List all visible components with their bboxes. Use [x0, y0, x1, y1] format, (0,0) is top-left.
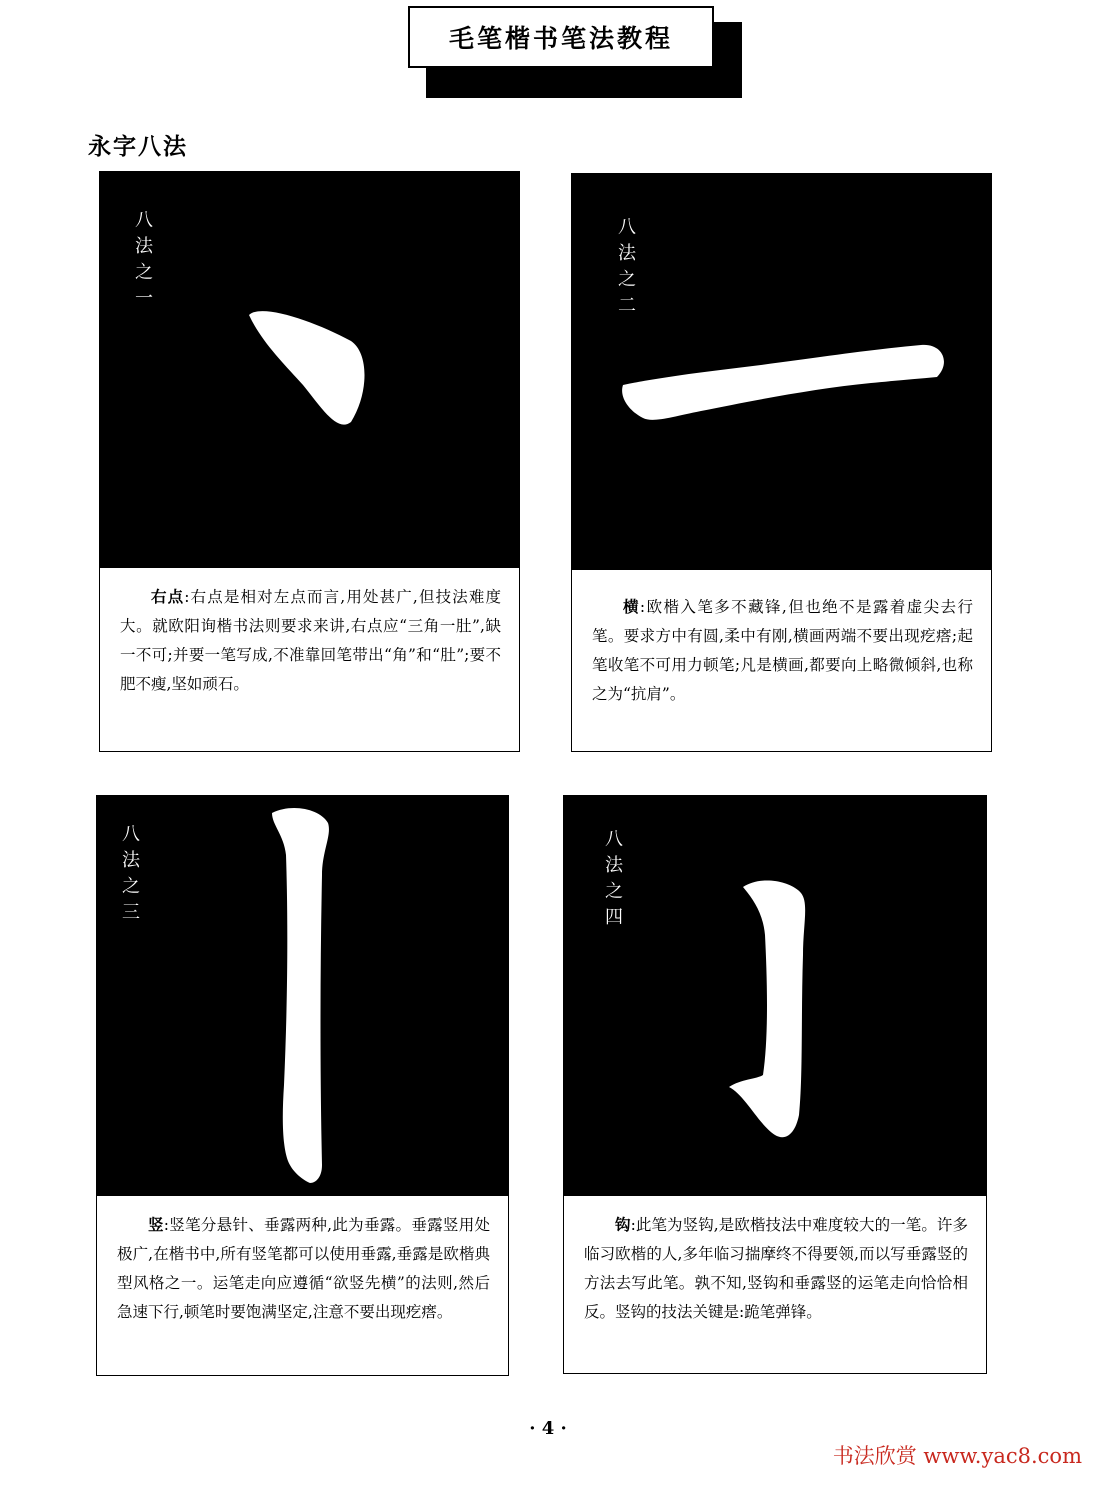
card-text: :此笔为竖钩,是欧楷技法中难度较大的一笔。许多临习欧楷的人,多年临习揣摩终不得要领,而以写垂露竖的方法去写此笔。孰不知,竖钩和垂露竖的运笔走向恰恰相反。竖钩的技法关键是:跪笔弹锋。 — [584, 1216, 968, 1321]
card-description — [571, 569, 992, 752]
header-title-block — [408, 6, 742, 98]
vertical-stroke-glyph — [96, 795, 509, 1195]
card-description — [96, 1195, 509, 1376]
card-term: 钩 — [615, 1215, 631, 1234]
card-term: 竖 — [148, 1215, 164, 1234]
hook-stroke-glyph — [563, 795, 987, 1195]
card-text: :欧楷入笔多不藏锋,但也绝不是露着虚尖去行笔。要求方中有圆,柔中有刚,横画两端不要出现疙瘩;起笔收笔不可用力顿笔;凡是横画,都要向上略微倾斜,也称之为“抗肩”。 — [592, 598, 973, 703]
section-title: 永字八法 — [88, 133, 188, 160]
watermark: 书法欣赏 www.yac8.com — [832, 1444, 1082, 1468]
card-label: 八法之三 — [122, 824, 140, 923]
card-label: 八法之一 — [135, 210, 153, 309]
card-term: 右点 — [151, 587, 185, 606]
card-description — [99, 567, 520, 752]
card-text: :竖笔分悬针、垂露两种,此为垂露。垂露竖用处极广,在楷书中,所有竖笔都可以使用垂露,垂露是欧楷典型风格之一。运笔走向应遵循“欲竖先横”的法则,然后急速下行,顿笔时要饱满坚定,注意不要出现疙瘩。 — [117, 1216, 490, 1321]
card-term: 横 — [623, 597, 640, 616]
card-text: :右点是相对左点而言,用处甚广,但技法难度大。就欧阳询楷书法则要求来讲,右点应“三角一肚”,缺一不可;并要一笔写成,不准靠回笔带出“角”和“肚”;要不肥不瘦,坚如顽石。 — [120, 588, 501, 693]
card-label: 八法之四 — [605, 829, 623, 928]
card-description — [563, 1195, 987, 1374]
card-label: 八法之二 — [618, 217, 636, 316]
header-title: 毛笔楷书笔法教程 — [408, 6, 714, 68]
page-number: · 4 · — [529, 1418, 567, 1439]
dot-stroke-glyph — [99, 171, 520, 567]
